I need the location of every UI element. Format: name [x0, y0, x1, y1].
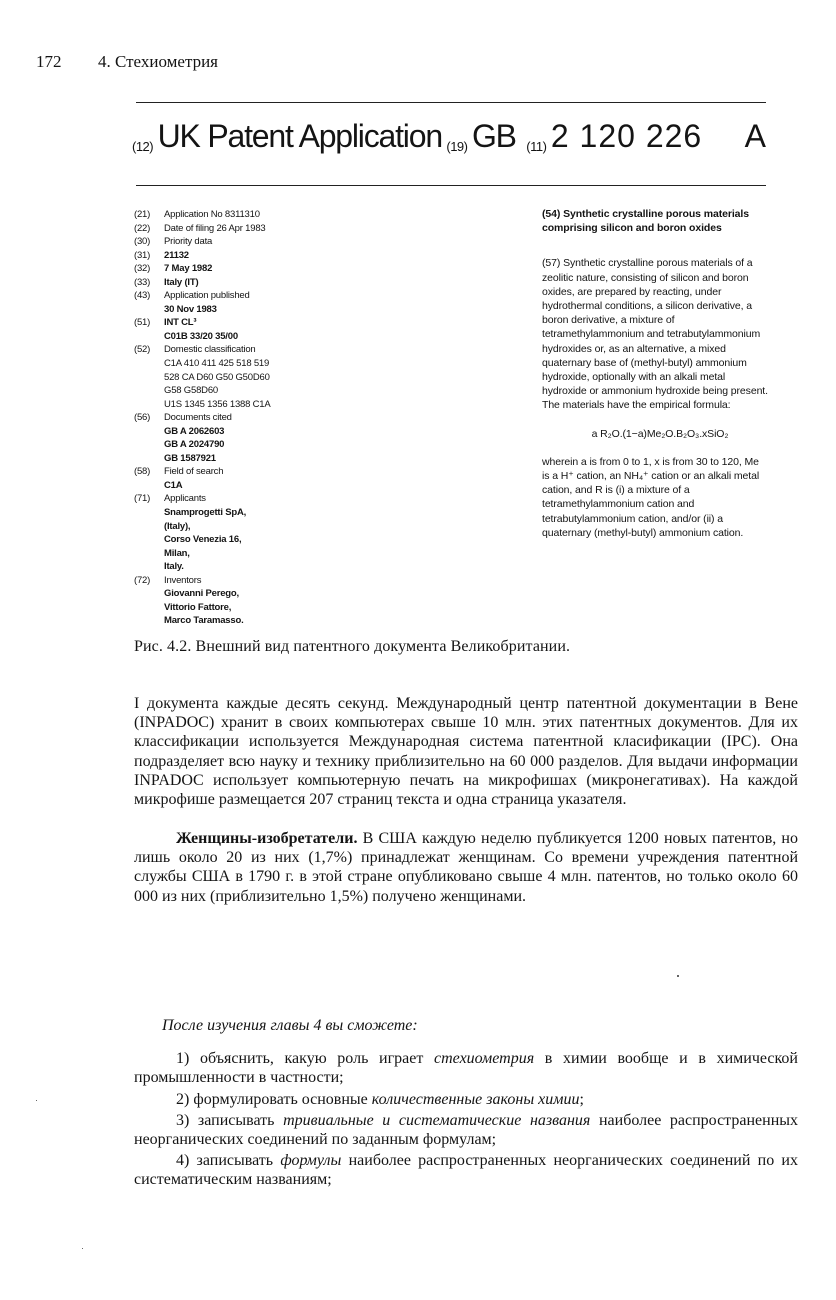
objective-item-2: 2) формулировать основные количественные законы химии; — [176, 1090, 584, 1108]
bibliography-value: 30 Nov 1983 — [164, 303, 217, 315]
bibliography-code: (33) — [134, 276, 151, 288]
page-number: 172 — [36, 52, 62, 71]
patent-code-11: (11) — [526, 139, 547, 154]
term-names: тривиальные и систематические названия — [283, 1111, 591, 1129]
bibliography-row — [134, 425, 434, 439]
patent-code-12: (12) — [132, 139, 154, 154]
patent-abstract: (57) Synthetic crystalline porous materials of a zeolitic nature, consisting of silicon and boron oxides, are prepared by reacting, under hydrothermal conditions, a silicon derivative, a boron derivative, a mixture of tetramethylammonium and tetrabutylammonium hydroxides or, as an alternative, a mixed quaternary base of (methyl-butyl) ammonium hydroxide, optionally with an alkali metal hydroxide or ammonium hydroxide being present. The materials have the empirical formula: — [542, 257, 768, 412]
patent-bibliography — [134, 208, 434, 628]
bibliography-row — [134, 533, 434, 547]
bibliography-row — [134, 601, 434, 615]
bibliography-row — [134, 343, 434, 357]
bibliography-row — [134, 249, 434, 263]
bibliography-value: GB A 2024790 — [164, 439, 225, 451]
bibliography-row — [134, 574, 434, 588]
bibliography-row — [134, 614, 434, 628]
bibliography-code — [134, 438, 164, 452]
bibliography-code: (58) — [134, 466, 151, 478]
bibliography-row — [134, 303, 434, 317]
term-quantitative-laws: количественные законы химии — [371, 1090, 580, 1108]
patent-title: UK Patent Application — [157, 118, 442, 154]
bibliography-code — [134, 506, 164, 520]
paragraph-2-body: В США каждую неделю публикуется 1200 новых патентов, но лишь около 20 из них (1,7%) принадлежат женщинам. Со времени учреждения патентной службы США в 1790 г. в этой стране опубликовано свыше 4 млн. патентов, но только около 60 000 из них (приблизительно 1,5%) получено женщинами. — [134, 830, 798, 905]
bibliography-row — [134, 465, 434, 479]
bibliography-value: Marco Taramasso. — [164, 615, 244, 627]
objective-item-3: 3) записывать тривиальные и систематические названия наиболее распространенных неорганических соединений по заданным формулам; — [134, 1111, 799, 1149]
bibliography-code: (31) — [134, 249, 151, 261]
paragraph-inpadoc — [134, 694, 798, 809]
bibliography-value: Domestic classification — [164, 344, 256, 356]
speck — [82, 1248, 83, 1249]
bibliography-code — [134, 587, 164, 601]
bibliography-code — [134, 520, 164, 534]
bibliography-code — [134, 614, 164, 628]
bibliography-code: (72) — [134, 574, 151, 586]
bibliography-code: (51) — [134, 317, 151, 329]
bibliography-row — [134, 452, 434, 466]
objectives-block — [134, 1016, 798, 1190]
bibliography-row — [134, 289, 434, 303]
chapter-title: 4. Стехиометрия — [98, 52, 218, 71]
figure-caption: Рис. 4.2. Внешний вид патентного документа Великобритании. — [134, 638, 571, 655]
patent-country: GB — [471, 118, 516, 154]
bibliography-value: Giovanni Perego, — [164, 588, 239, 600]
bibliography-value: Application published — [164, 290, 250, 302]
patent-number: 2 120 226 — [550, 118, 703, 154]
bibliography-value: Applicants — [164, 493, 206, 505]
patent-formula: a R₂O.(1−a)Me₂O.B₂O₃.xSiO₂ — [591, 427, 729, 440]
bibliography-value: Priority data — [164, 236, 213, 248]
bibliography-code: (21) — [134, 209, 151, 220]
term-formulas: формулы — [280, 1152, 342, 1170]
bibliography-code: (22) — [134, 222, 151, 234]
objectives-intro: После изучения главы 4 вы сможете: — [162, 1017, 418, 1034]
bibliography-value: C1A — [164, 479, 183, 491]
bibliography-value: Field of search — [164, 466, 224, 478]
bibliography-value: G58 G58D60 — [164, 385, 218, 397]
speck — [36, 1100, 37, 1101]
patent-heading — [132, 118, 772, 162]
bibliography-value: (Italy), — [164, 520, 191, 532]
bibliography-row — [134, 479, 434, 493]
bibliography-row — [134, 411, 434, 425]
bibliography-row — [134, 371, 434, 385]
objective-item-4: 4) записывать формулы наиболее распространенных неорганических соединений по их систематическим названиям; — [134, 1152, 798, 1189]
paragraph-1-text: I документа каждые десять секунд. Международный центр патентной документации в Вене (INPADOC) хранит в своих компьютерах свыше 10 млн. этих патентных документов. Для их классификации используется Международная система патентной класификации (IPC). Она подразделяет всю науку и технику приблизительно на 60 000 разделов. Для выдачи информации INPADOC использует компьютерную печать на микрофишах (микронегативах). На каждой микрофише размещается 207 страниц текста и одна страница указателя. — [134, 695, 798, 809]
bibliography-code: (56) — [134, 412, 151, 424]
bibliography-row — [134, 357, 434, 371]
bibliography-row — [134, 235, 434, 249]
paragraph-2-text — [134, 829, 798, 906]
patent-bottom-rule — [136, 185, 766, 186]
bibliography-value: Documents cited — [164, 412, 232, 424]
bibliography-row — [134, 438, 434, 452]
term-stoichiometry: стехиометрия — [434, 1050, 535, 1068]
bibliography-value: Milan, — [164, 547, 190, 559]
patent-abstract-tail: wherein a is from 0 to 1, x is from 30 to 120, Me is a H⁺ cation, an NH₄⁺ cation or an alkali metal cation, and R is (i) a mixture of a tetramethylammonium cation and tetrabutylammonium cation, and/or (ii) a quaternary (methyl-butyl) ammonium cation. — [542, 455, 760, 539]
bibliography-value: INT CL³ — [164, 317, 197, 329]
bibliography-value: Inventors — [164, 574, 202, 586]
bibliography-code — [134, 425, 164, 439]
bibliography-value: Corso Venezia 16, — [164, 534, 242, 546]
bibliography-code — [134, 303, 164, 317]
bibliography-code — [134, 371, 164, 385]
bibliography-value: Vittorio Fattore, — [164, 601, 232, 613]
bibliography-code — [134, 560, 164, 574]
bibliography-value: 528 CA D60 G50 G50D60 — [164, 371, 270, 383]
paragraph-women-inventors — [134, 829, 798, 906]
bibliography-row — [134, 398, 434, 412]
bibliography-row — [134, 560, 434, 574]
bibliography-code: (30) — [134, 236, 151, 248]
bibliography-code: (52) — [134, 344, 151, 356]
bibliography-row — [134, 547, 434, 561]
bibliography-code — [134, 479, 164, 493]
bibliography-value: C1A 410 411 425 518 519 — [164, 358, 270, 370]
bibliography-code — [134, 452, 164, 466]
bibliography-value: U1S 1345 1356 1388 C1A — [164, 398, 271, 410]
bibliography-value: Italy (IT) — [164, 276, 199, 288]
patent-abstract-column — [542, 207, 768, 540]
bibliography-code — [134, 357, 164, 371]
bibliography-code: (32) — [134, 263, 151, 275]
bibliography-code — [134, 384, 164, 398]
patent-top-rule — [136, 102, 766, 103]
bibliography-value: Italy. — [164, 561, 184, 573]
bibliography-code — [134, 547, 164, 561]
bibliography-value: GB 1587921 — [164, 452, 216, 464]
bibliography-row — [134, 316, 434, 330]
bibliography-value: Snamprogetti SpA, — [164, 507, 247, 519]
patent-code-19: (19) — [446, 139, 468, 154]
bibliography-value: Date of filing 26 Apr 1983 — [164, 222, 266, 234]
bibliography-code — [134, 330, 164, 344]
bibliography-code — [134, 398, 164, 412]
patent-title-54: (54) Synthetic crystalline porous materials comprising silicon and boron oxides — [542, 208, 749, 235]
bibliography-value: 21132 — [164, 249, 189, 261]
paragraph-2-lead: Женщины-изобретатели. — [176, 830, 358, 847]
bibliography-code — [134, 533, 164, 547]
speck — [677, 975, 679, 977]
bibliography-code: (43) — [134, 290, 151, 302]
objective-item-1: 1) объяснить, какую роль играет стехиометрия в химии вообще и в химической промышленности в частности; — [134, 1050, 798, 1087]
bibliography-row — [134, 520, 434, 534]
bibliography-row — [134, 384, 434, 398]
bibliography-value: GB A 2062603 — [164, 425, 225, 437]
bibliography-row — [134, 222, 434, 236]
bibliography-code — [134, 601, 164, 615]
bibliography-row — [134, 276, 434, 290]
bibliography-row — [134, 506, 434, 520]
bibliography-value: Application No 8311310 — [164, 209, 260, 220]
patent-kind: A — [744, 118, 766, 154]
bibliography-row — [134, 587, 434, 601]
bibliography-row — [134, 492, 434, 506]
bibliography-row — [134, 262, 434, 276]
bibliography-row — [134, 208, 434, 222]
bibliography-row — [134, 330, 434, 344]
bibliography-value: C01B 33/20 35/00 — [164, 330, 238, 342]
bibliography-code: (71) — [134, 493, 151, 505]
bibliography-value: 7 May 1982 — [164, 263, 213, 275]
